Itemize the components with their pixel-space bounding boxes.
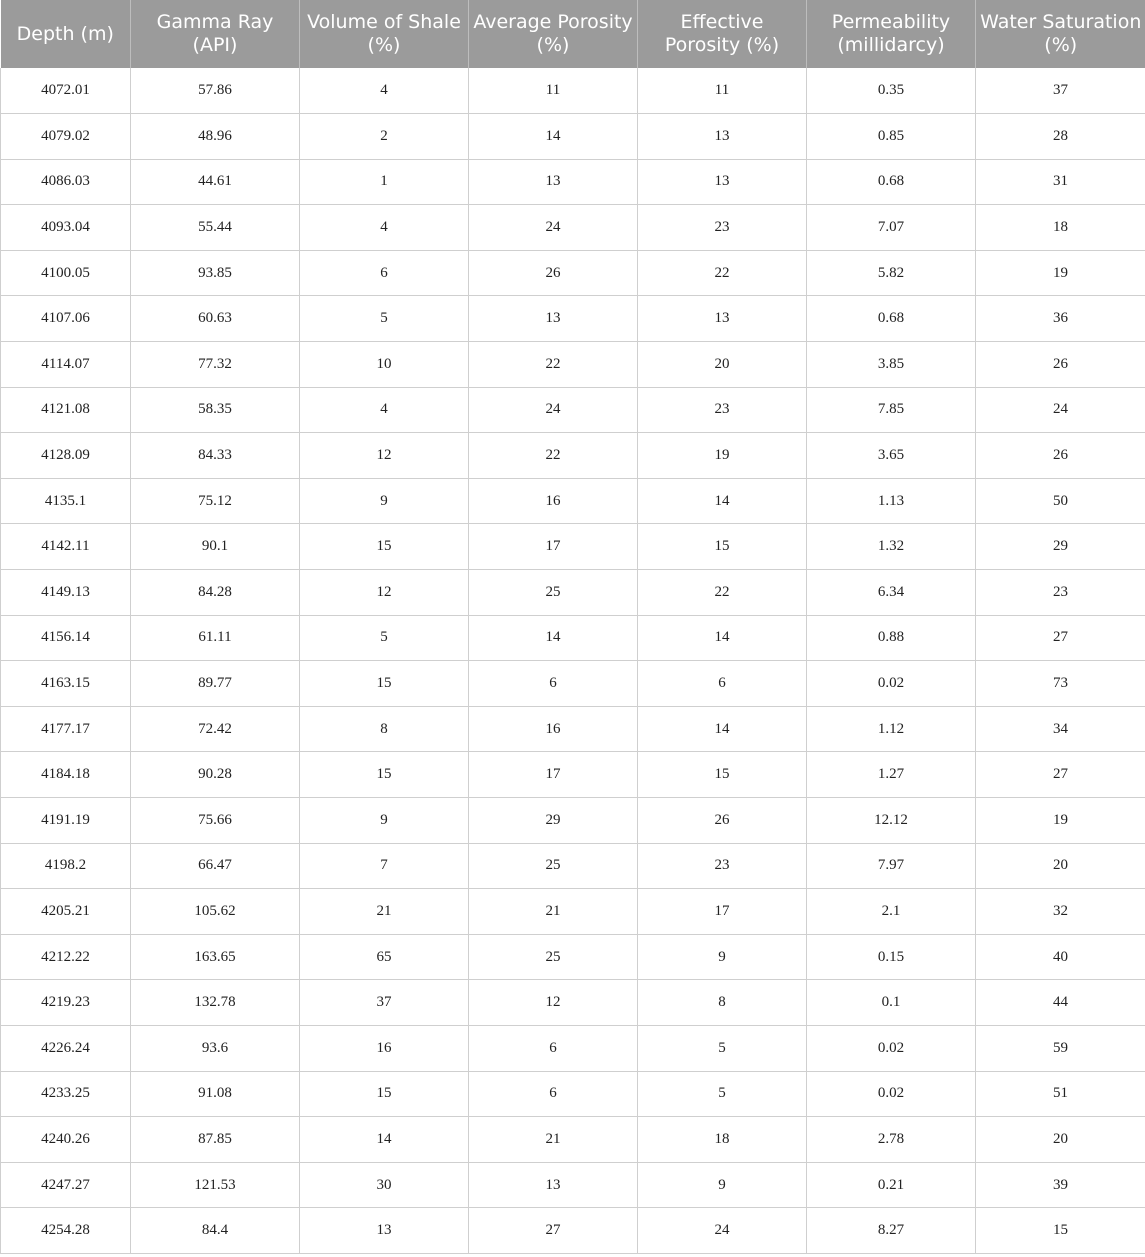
- cell-permeability: 0.85: [807, 114, 976, 160]
- cell-volume-of-shale: 9: [300, 798, 469, 844]
- cell-average-porosity: 25: [469, 934, 638, 980]
- cell-gamma-ray: 60.63: [131, 296, 300, 342]
- cell-water-saturation: 29: [976, 524, 1145, 570]
- cell-effective-porosity: 20: [638, 342, 807, 388]
- cell-gamma-ray: 57.86: [131, 68, 300, 114]
- cell-depth: 4079.02: [1, 114, 131, 160]
- cell-depth: 4128.09: [1, 433, 131, 479]
- cell-gamma-ray: 61.11: [131, 615, 300, 661]
- cell-depth: 4149.13: [1, 570, 131, 616]
- cell-depth: 4240.26: [1, 1117, 131, 1163]
- cell-volume-of-shale: 21: [300, 889, 469, 935]
- cell-water-saturation: 32: [976, 889, 1145, 935]
- header-permeability: Permeability (millidarcy): [807, 0, 976, 68]
- table-row: [1, 205, 1145, 251]
- table-row: [1, 661, 1145, 707]
- cell-gamma-ray: 90.1: [131, 524, 300, 570]
- cell-gamma-ray: 93.85: [131, 250, 300, 296]
- cell-permeability: 0.1: [807, 980, 976, 1026]
- cell-depth: 4233.25: [1, 1071, 131, 1117]
- table-row: [1, 433, 1145, 479]
- cell-volume-of-shale: 15: [300, 752, 469, 798]
- table-row: [1, 798, 1145, 844]
- cell-gamma-ray: 132.78: [131, 980, 300, 1026]
- cell-effective-porosity: 15: [638, 524, 807, 570]
- cell-permeability: 0.02: [807, 661, 976, 707]
- table-row: [1, 250, 1145, 296]
- header-depth: Depth (m): [1, 0, 131, 68]
- cell-effective-porosity: 6: [638, 661, 807, 707]
- cell-volume-of-shale: 6: [300, 250, 469, 296]
- header-effective-porosity: Effective Porosity (%): [638, 0, 807, 68]
- table-row: [1, 1025, 1145, 1071]
- cell-gamma-ray: 93.6: [131, 1025, 300, 1071]
- cell-average-porosity: 25: [469, 570, 638, 616]
- cell-effective-porosity: 26: [638, 798, 807, 844]
- cell-gamma-ray: 75.66: [131, 798, 300, 844]
- cell-effective-porosity: 19: [638, 433, 807, 479]
- table-row: [1, 1162, 1145, 1208]
- cell-gamma-ray: 58.35: [131, 387, 300, 433]
- cell-volume-of-shale: 13: [300, 1208, 469, 1254]
- table-row: [1, 1071, 1145, 1117]
- cell-gamma-ray: 84.4: [131, 1208, 300, 1254]
- cell-volume-of-shale: 4: [300, 387, 469, 433]
- cell-average-porosity: 6: [469, 1025, 638, 1071]
- table-row: [1, 889, 1145, 935]
- cell-water-saturation: 44: [976, 980, 1145, 1026]
- cell-depth: 4156.14: [1, 615, 131, 661]
- cell-average-porosity: 22: [469, 433, 638, 479]
- cell-average-porosity: 24: [469, 205, 638, 251]
- cell-permeability: 1.12: [807, 706, 976, 752]
- cell-water-saturation: 19: [976, 250, 1145, 296]
- cell-gamma-ray: 72.42: [131, 706, 300, 752]
- cell-average-porosity: 13: [469, 296, 638, 342]
- cell-volume-of-shale: 1: [300, 159, 469, 205]
- cell-average-porosity: 26: [469, 250, 638, 296]
- cell-effective-porosity: 9: [638, 934, 807, 980]
- cell-average-porosity: 29: [469, 798, 638, 844]
- cell-effective-porosity: 22: [638, 570, 807, 616]
- cell-permeability: 0.15: [807, 934, 976, 980]
- cell-average-porosity: 16: [469, 478, 638, 524]
- cell-depth: 4184.18: [1, 752, 131, 798]
- cell-average-porosity: 24: [469, 387, 638, 433]
- header-row: [1, 0, 1145, 68]
- cell-volume-of-shale: 5: [300, 615, 469, 661]
- cell-permeability: 5.82: [807, 250, 976, 296]
- cell-depth: 4254.28: [1, 1208, 131, 1254]
- cell-volume-of-shale: 4: [300, 205, 469, 251]
- cell-effective-porosity: 13: [638, 114, 807, 160]
- cell-water-saturation: 28: [976, 114, 1145, 160]
- cell-water-saturation: 27: [976, 615, 1145, 661]
- cell-volume-of-shale: 9: [300, 478, 469, 524]
- cell-effective-porosity: 14: [638, 706, 807, 752]
- cell-volume-of-shale: 12: [300, 570, 469, 616]
- cell-volume-of-shale: 15: [300, 524, 469, 570]
- cell-average-porosity: 27: [469, 1208, 638, 1254]
- cell-average-porosity: 13: [469, 159, 638, 205]
- cell-effective-porosity: 18: [638, 1117, 807, 1163]
- table-body: [1, 68, 1145, 1253]
- cell-depth: 4226.24: [1, 1025, 131, 1071]
- cell-gamma-ray: 48.96: [131, 114, 300, 160]
- cell-depth: 4086.03: [1, 159, 131, 205]
- header-gamma-ray: Gamma Ray (API): [131, 0, 300, 68]
- cell-permeability: 2.1: [807, 889, 976, 935]
- cell-effective-porosity: 24: [638, 1208, 807, 1254]
- cell-water-saturation: 15: [976, 1208, 1145, 1254]
- cell-effective-porosity: 14: [638, 615, 807, 661]
- cell-permeability: 8.27: [807, 1208, 976, 1254]
- cell-water-saturation: 39: [976, 1162, 1145, 1208]
- cell-water-saturation: 26: [976, 433, 1145, 479]
- table-row: [1, 1208, 1145, 1254]
- table-row: [1, 68, 1145, 114]
- cell-volume-of-shale: 14: [300, 1117, 469, 1163]
- cell-volume-of-shale: 8: [300, 706, 469, 752]
- cell-effective-porosity: 13: [638, 296, 807, 342]
- cell-water-saturation: 59: [976, 1025, 1145, 1071]
- cell-permeability: 1.13: [807, 478, 976, 524]
- table-row: [1, 752, 1145, 798]
- cell-water-saturation: 34: [976, 706, 1145, 752]
- cell-volume-of-shale: 12: [300, 433, 469, 479]
- cell-gamma-ray: 75.12: [131, 478, 300, 524]
- cell-depth: 4093.04: [1, 205, 131, 251]
- cell-depth: 4142.11: [1, 524, 131, 570]
- cell-water-saturation: 23: [976, 570, 1145, 616]
- cell-permeability: 12.12: [807, 798, 976, 844]
- cell-gamma-ray: 77.32: [131, 342, 300, 388]
- cell-depth: 4177.17: [1, 706, 131, 752]
- cell-water-saturation: 36: [976, 296, 1145, 342]
- cell-water-saturation: 27: [976, 752, 1145, 798]
- cell-effective-porosity: 17: [638, 889, 807, 935]
- cell-permeability: 3.65: [807, 433, 976, 479]
- table-row: [1, 478, 1145, 524]
- cell-effective-porosity: 11: [638, 68, 807, 114]
- cell-permeability: 0.68: [807, 296, 976, 342]
- cell-effective-porosity: 14: [638, 478, 807, 524]
- cell-volume-of-shale: 37: [300, 980, 469, 1026]
- cell-effective-porosity: 5: [638, 1025, 807, 1071]
- cell-water-saturation: 31: [976, 159, 1145, 205]
- cell-permeability: 0.68: [807, 159, 976, 205]
- cell-gamma-ray: 105.62: [131, 889, 300, 935]
- table-row: [1, 615, 1145, 661]
- cell-average-porosity: 16: [469, 706, 638, 752]
- cell-volume-of-shale: 16: [300, 1025, 469, 1071]
- cell-average-porosity: 17: [469, 524, 638, 570]
- table-row: [1, 706, 1145, 752]
- cell-gamma-ray: 87.85: [131, 1117, 300, 1163]
- cell-gamma-ray: 90.28: [131, 752, 300, 798]
- cell-volume-of-shale: 4: [300, 68, 469, 114]
- cell-water-saturation: 24: [976, 387, 1145, 433]
- cell-depth: 4247.27: [1, 1162, 131, 1208]
- cell-permeability: 0.88: [807, 615, 976, 661]
- cell-water-saturation: 20: [976, 1117, 1145, 1163]
- cell-average-porosity: 13: [469, 1162, 638, 1208]
- table-row: [1, 1117, 1145, 1163]
- table-row: [1, 524, 1145, 570]
- table-row: [1, 114, 1145, 160]
- cell-water-saturation: 51: [976, 1071, 1145, 1117]
- cell-water-saturation: 40: [976, 934, 1145, 980]
- cell-depth: 4114.07: [1, 342, 131, 388]
- cell-gamma-ray: 84.33: [131, 433, 300, 479]
- cell-average-porosity: 21: [469, 1117, 638, 1163]
- cell-effective-porosity: 22: [638, 250, 807, 296]
- cell-depth: 4121.08: [1, 387, 131, 433]
- cell-effective-porosity: 9: [638, 1162, 807, 1208]
- table-row: [1, 570, 1145, 616]
- cell-permeability: 7.85: [807, 387, 976, 433]
- cell-average-porosity: 25: [469, 843, 638, 889]
- table-row: [1, 159, 1145, 205]
- cell-gamma-ray: 91.08: [131, 1071, 300, 1117]
- cell-average-porosity: 12: [469, 980, 638, 1026]
- cell-average-porosity: 14: [469, 615, 638, 661]
- table-row: [1, 387, 1145, 433]
- cell-volume-of-shale: 15: [300, 661, 469, 707]
- cell-gamma-ray: 163.65: [131, 934, 300, 980]
- cell-depth: 4219.23: [1, 980, 131, 1026]
- header-volume-of-shale: Volume of Shale (%): [300, 0, 469, 68]
- header-average-porosity: Average Porosity (%): [469, 0, 638, 68]
- cell-water-saturation: 20: [976, 843, 1145, 889]
- cell-average-porosity: 21: [469, 889, 638, 935]
- cell-volume-of-shale: 5: [300, 296, 469, 342]
- cell-gamma-ray: 55.44: [131, 205, 300, 251]
- cell-permeability: 0.35: [807, 68, 976, 114]
- table-row: [1, 342, 1145, 388]
- cell-water-saturation: 18: [976, 205, 1145, 251]
- cell-gamma-ray: 66.47: [131, 843, 300, 889]
- table-row: [1, 980, 1145, 1026]
- cell-permeability: 2.78: [807, 1117, 976, 1163]
- cell-gamma-ray: 44.61: [131, 159, 300, 205]
- cell-average-porosity: 22: [469, 342, 638, 388]
- cell-depth: 4072.01: [1, 68, 131, 114]
- cell-average-porosity: 14: [469, 114, 638, 160]
- table-row: [1, 296, 1145, 342]
- cell-volume-of-shale: 2: [300, 114, 469, 160]
- cell-depth: 4212.22: [1, 934, 131, 980]
- cell-water-saturation: 19: [976, 798, 1145, 844]
- cell-permeability: 1.32: [807, 524, 976, 570]
- cell-effective-porosity: 5: [638, 1071, 807, 1117]
- cell-depth: 4135.1: [1, 478, 131, 524]
- cell-permeability: 0.02: [807, 1025, 976, 1071]
- cell-effective-porosity: 8: [638, 980, 807, 1026]
- cell-gamma-ray: 84.28: [131, 570, 300, 616]
- cell-depth: 4100.05: [1, 250, 131, 296]
- cell-permeability: 0.02: [807, 1071, 976, 1117]
- cell-effective-porosity: 23: [638, 387, 807, 433]
- cell-effective-porosity: 15: [638, 752, 807, 798]
- cell-permeability: 7.97: [807, 843, 976, 889]
- cell-water-saturation: 73: [976, 661, 1145, 707]
- cell-permeability: 0.21: [807, 1162, 976, 1208]
- cell-water-saturation: 37: [976, 68, 1145, 114]
- cell-water-saturation: 26: [976, 342, 1145, 388]
- cell-gamma-ray: 89.77: [131, 661, 300, 707]
- cell-volume-of-shale: 7: [300, 843, 469, 889]
- table-header: [1, 0, 1145, 68]
- header-water-saturation: Water Saturation (%): [976, 0, 1145, 68]
- cell-permeability: 6.34: [807, 570, 976, 616]
- cell-depth: 4198.2: [1, 843, 131, 889]
- cell-average-porosity: 6: [469, 1071, 638, 1117]
- cell-depth: 4107.06: [1, 296, 131, 342]
- cell-volume-of-shale: 10: [300, 342, 469, 388]
- cell-average-porosity: 17: [469, 752, 638, 798]
- cell-average-porosity: 11: [469, 68, 638, 114]
- cell-permeability: 3.85: [807, 342, 976, 388]
- cell-effective-porosity: 23: [638, 205, 807, 251]
- cell-gamma-ray: 121.53: [131, 1162, 300, 1208]
- cell-depth: 4191.19: [1, 798, 131, 844]
- table-row: [1, 934, 1145, 980]
- cell-volume-of-shale: 65: [300, 934, 469, 980]
- table-row: [1, 843, 1145, 889]
- cell-effective-porosity: 13: [638, 159, 807, 205]
- cell-volume-of-shale: 15: [300, 1071, 469, 1117]
- cell-water-saturation: 50: [976, 478, 1145, 524]
- cell-permeability: 7.07: [807, 205, 976, 251]
- cell-volume-of-shale: 30: [300, 1162, 469, 1208]
- cell-depth: 4205.21: [1, 889, 131, 935]
- cell-effective-porosity: 23: [638, 843, 807, 889]
- cell-permeability: 1.27: [807, 752, 976, 798]
- cell-depth: 4163.15: [1, 661, 131, 707]
- cell-average-porosity: 6: [469, 661, 638, 707]
